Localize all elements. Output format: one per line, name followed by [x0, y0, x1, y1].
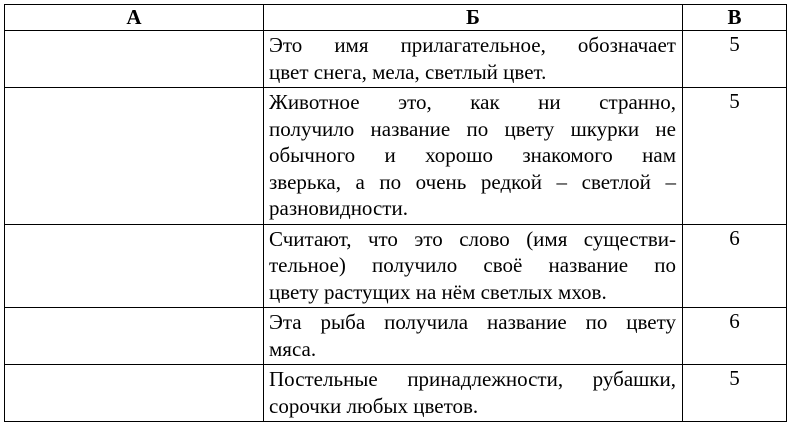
- points-cell: 5: [683, 31, 787, 88]
- points-cell: 5: [683, 88, 787, 225]
- table-row: [5, 308, 787, 365]
- answer-cell[interactable]: [5, 31, 264, 88]
- table-row: [5, 88, 787, 225]
- description-line: Постельные принадлежности, рубашки,: [269, 367, 676, 391]
- description-cell: [264, 224, 683, 308]
- description-line: Животное это, как ни странно,: [269, 90, 676, 114]
- description-line: Эта рыба получила название по цвету: [269, 310, 676, 334]
- description-line: Это имя прилагательное, обозначает: [269, 33, 676, 57]
- table-row: [5, 224, 787, 308]
- header-column-c: В: [683, 5, 787, 31]
- description-line: мяса.: [269, 336, 317, 361]
- description-cell: [264, 31, 683, 88]
- header-column-a: А: [5, 5, 264, 31]
- answer-cell[interactable]: [5, 308, 264, 365]
- answer-cell[interactable]: [5, 365, 264, 422]
- points-cell: 6: [683, 308, 787, 365]
- description-cell: [264, 365, 683, 422]
- description-line: цвет снега, мела, светлый цвет.: [269, 59, 547, 84]
- answer-cell[interactable]: [5, 224, 264, 308]
- description-line: получило название по цвету шкурки не: [269, 116, 676, 141]
- description-line: обычного и хорошо знакомого нам: [269, 143, 676, 167]
- riddle-table: [4, 4, 787, 422]
- description-cell: [264, 88, 683, 225]
- points-cell: 5: [683, 365, 787, 422]
- description-line: зверька, а по очень редкой – светлой –: [269, 169, 676, 194]
- table-row: [5, 365, 787, 422]
- description-line: цвету растущих на нём светлых мхов.: [269, 279, 607, 304]
- header-column-b: Б: [264, 5, 683, 31]
- description-line: разновидности.: [269, 196, 408, 220]
- points-cell: 6: [683, 224, 787, 308]
- description-line: тельное) получило своё название по: [269, 253, 676, 277]
- description-line: сорочки любых цветов.: [269, 393, 479, 418]
- header-row: [5, 5, 787, 31]
- description-cell: [264, 308, 683, 365]
- description-line: Считают, что это слово (имя существи-: [269, 226, 676, 251]
- table-row: [5, 31, 787, 88]
- answer-cell[interactable]: [5, 88, 264, 225]
